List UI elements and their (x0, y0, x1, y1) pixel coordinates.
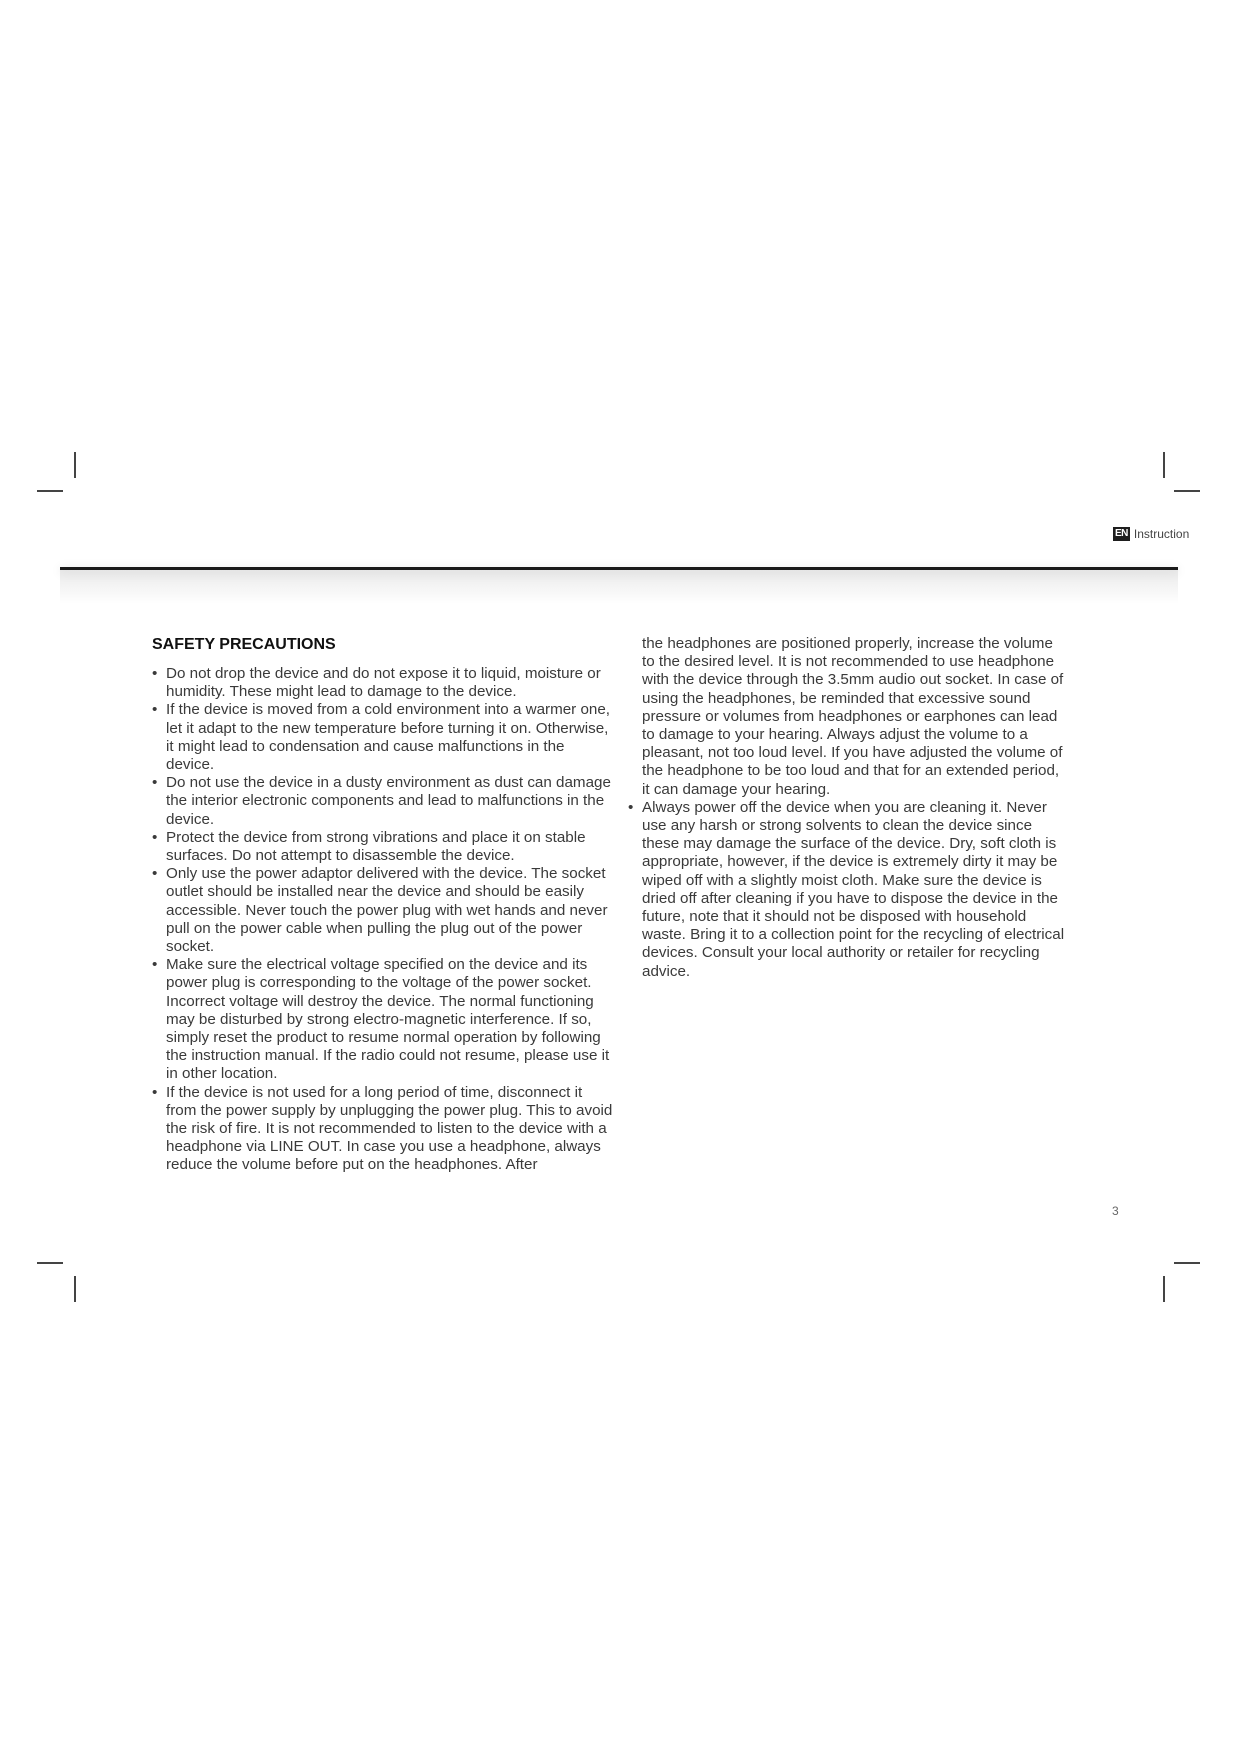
crop-mark-bottom-right-horizontal (1174, 1262, 1200, 1264)
bullet-item: • If the device is moved from a cold environment into a warmer one, let it adapt to the new temperature before turning it on. Otherwise, it might lead to condensation and cause malfunctions in the device. (152, 701, 614, 774)
bullet-item: • Make sure the electrical voltage specified on the device and its power plug is corresponding to the voltage of the power socket. Incorrect voltage will destroy the device. The normal functioning may be disturbed by strong electro-magnetic interference. If so, simply reset the product to resume normal operation by following the instruction manual. If the radio could not resume, please use it in other location. (152, 956, 614, 1083)
section-title: SAFETY PRECAUTIONS (152, 636, 336, 653)
bullet-item: • Protect the device from strong vibrations and place it on stable surfaces. Do not attempt to disassemble the device. (152, 829, 614, 865)
header-rule-shadow (60, 570, 1178, 604)
bullet-item: • If the device is not used for a long period of time, disconnect it from the power supply by unplugging the power plug. This to avoid the risk of fire. It is not recommended to listen to the device with a headphone via LINE OUT. In case you use a headphone, always reduce the volume before put on the headphones. After (152, 1084, 614, 1175)
bullet-item: • Always power off the device when you are cleaning it. Never use any harsh or strong solvents to clean the device since these may damage the surface of the device. Dry, soft cloth is appropriate, however, if the device is extremely dirty it may be wiped off with a slightly moist cloth. Make sure the device is dried off after cleaning if you have to dispose the device in the future, note that it should not be disposed with household waste. Bring it to a collection point for the recycling of electrical devices. Consult your local authority or retailer for recycling advice. (628, 799, 1068, 981)
right-column (628, 635, 1068, 981)
safety-bullet-list-continued (628, 799, 1068, 981)
continuation-paragraph: the headphones are positioned properly, increase the volume to the desired level. It is not recommended to use headphone with the device through the 3.5mm audio out socket. In case of using the headphones, be reminded that excessive sound pressure or volumes from headphones or earphones can lead to damage to your hearing. Always adjust the volume to a pleasant, not too loud level. If you have adjusted the volume of the headphone to be too loud and that for an extended period, it can damage your hearing. (642, 635, 1064, 798)
bullet-item: • Do not drop the device and do not expose it to liquid, moisture or humidity. These might lead to damage to the device. (152, 665, 614, 701)
crop-mark-top-left-horizontal (37, 490, 63, 492)
crop-mark-top-right-horizontal (1174, 490, 1200, 492)
bullet-item: • Only use the power adaptor delivered with the device. The socket outlet should be installed near the device and should be easily accessible. Never touch the power plug with wet hands and never pull on the power cable when pulling the plug out of the power socket. (152, 865, 614, 956)
crop-mark-bottom-left-vertical (74, 1276, 76, 1302)
crop-mark-top-right-vertical (1163, 452, 1165, 478)
crop-mark-bottom-right-vertical (1163, 1276, 1165, 1302)
header-label (1113, 527, 1241, 541)
page-number: 3 (1112, 1204, 1119, 1218)
safety-bullet-list (152, 665, 614, 1175)
bullet-item: • Do not use the device in a dusty environment as dust can damage the interior electronic components and lead to malfunctions in the device. (152, 774, 614, 829)
language-badge: EN (1115, 528, 1128, 539)
left-column (152, 635, 614, 1175)
crop-mark-bottom-left-horizontal (37, 1262, 63, 1264)
crop-mark-top-left-vertical (74, 452, 76, 478)
header-title: Instruction (1133, 527, 1190, 541)
